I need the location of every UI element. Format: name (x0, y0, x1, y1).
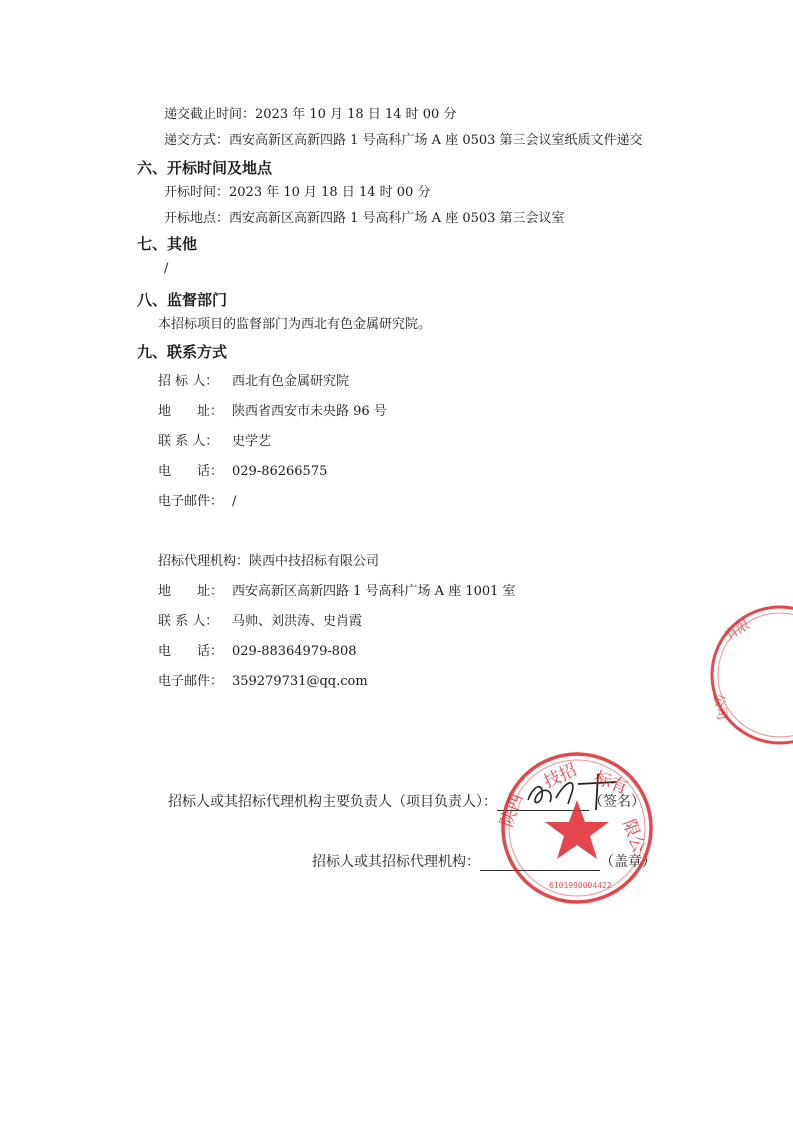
svg-text:6101990004422: 6101990004422 (549, 881, 612, 890)
agency-name-label: 招标代理机构： (158, 554, 250, 569)
section6-title: 六、开标时间及地点 (137, 159, 273, 177)
submission-deadline: 递交截止时间：2023 年 10 月 18 日 14 时 00 分 (164, 107, 457, 122)
tenderer-name-row (158, 374, 349, 390)
section7-title: 七、其他 (137, 235, 198, 253)
section8-title: 八、监督部门 (137, 291, 228, 309)
submission-method: 递交方式：西安高新区高新四路 1 号高科广场 A 座 0503 第三会议室纸质文件递交 (164, 133, 643, 148)
agency-address-label: 地 址： (158, 584, 224, 599)
tenderer-email-label: 电子邮件： (158, 494, 224, 509)
tenderer-address-value: 陕西省西安市未央路 96 号 (232, 404, 387, 419)
agency-email-label: 电子邮件： (158, 674, 224, 689)
svg-text:技招: 技招 (540, 760, 580, 793)
signature-org-label: 招标人或其招标代理机构： (312, 854, 480, 870)
tenderer-address-row (158, 404, 387, 420)
tenderer-address-label: 地 址： (158, 404, 224, 419)
tenderer-phone-label: 电 话： (158, 464, 224, 479)
svg-text:公司: 公司 (710, 693, 730, 722)
agency-contact-label: 联 系 人： (158, 614, 219, 629)
tenderer-email-row (158, 494, 236, 510)
section9-title: 九、联系方式 (137, 343, 228, 361)
tenderer-name-label: 招 标 人： (158, 374, 219, 389)
agency-phone-label: 电 话： (158, 644, 224, 659)
tenderer-phone-value: 029-86266575 (232, 464, 328, 479)
tenderer-email-value: / (232, 494, 237, 509)
agency-contact-row (158, 614, 362, 630)
svg-text:限公: 限公 (618, 816, 649, 856)
agency-email-row (158, 674, 368, 690)
section7-content: / (164, 261, 169, 276)
agency-phone-row (158, 644, 357, 660)
agency-phone-value: 029-88364979-808 (232, 644, 357, 659)
signature-person-suffix: （签名） (589, 794, 645, 810)
svg-text:陕西: 陕西 (497, 790, 528, 830)
tenderer-phone-row (158, 464, 327, 480)
signature-org-suffix: （盖章） (600, 854, 656, 870)
opening-place: 开标地点：西安高新区高新四路 1 号高科广场 A 座 0503 第三会议室 (164, 211, 565, 226)
agency-name-value: 陕西中技招标有限公司 (249, 554, 380, 569)
signature-person-label: 招标人或其招标代理机构主要负责人（项目负责人）： (168, 794, 497, 810)
tenderer-contact-value: 史学艺 (232, 434, 272, 449)
partial-seal-stamp (700, 600, 793, 750)
agency-name-row (158, 554, 379, 570)
opening-time: 开标时间：2023 年 10 月 18 日 14 时 00 分 (164, 185, 431, 200)
svg-text:标有: 标有 (591, 767, 631, 799)
section8-content: 本招标项目的监督部门为西北有色金属研究院。 (158, 317, 432, 332)
agency-contact-value: 马帅、刘洪涛、史肖霞 (232, 614, 363, 629)
company-seal-stamp (497, 748, 657, 908)
agency-email-value: 359279731@qq.com (232, 674, 368, 689)
tenderer-contact-label: 联 系 人： (158, 434, 219, 449)
tenderer-name-value: 西北有色金属研究院 (232, 374, 350, 389)
agency-address-row (158, 584, 516, 600)
agency-address-value: 西安高新区高新四路 1 号高科广场 A 座 1001 室 (232, 584, 516, 599)
svg-text:有限: 有限 (722, 617, 753, 644)
tenderer-contact-row (158, 434, 271, 450)
